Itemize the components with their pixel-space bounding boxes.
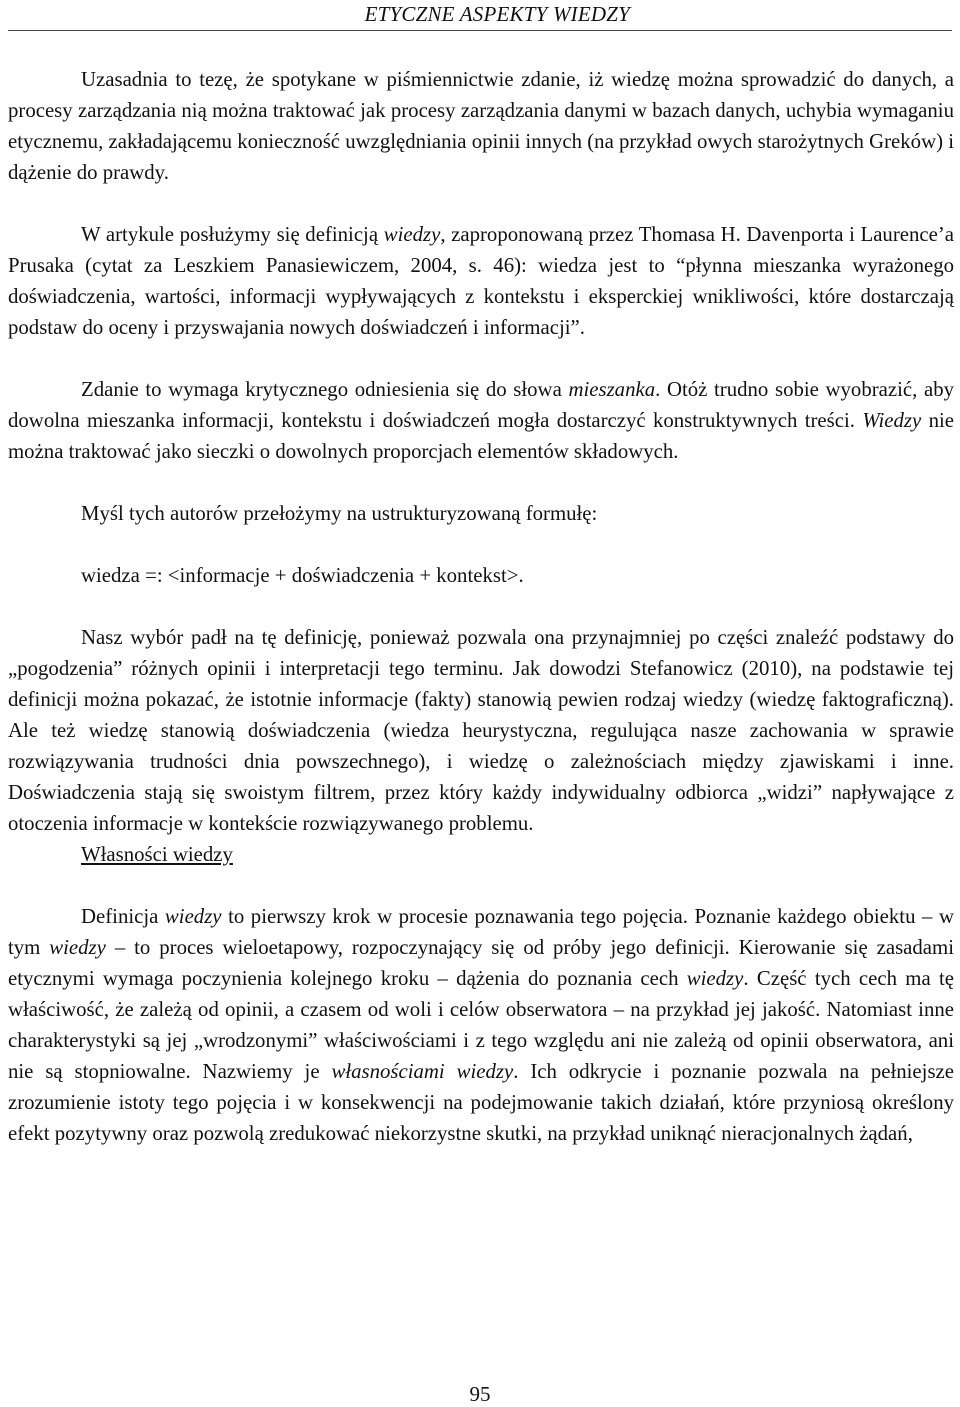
text-run: W artykule posłużymy się definicją — [81, 223, 384, 246]
text-run: to pierwszy krok w procesie poznawania tego pojęcia. Poznanie każdego obiektu – w tym — [8, 905, 954, 959]
section-heading — [8, 839, 954, 870]
page-body — [8, 64, 954, 1149]
paragraph-2 — [8, 219, 954, 343]
italic-term: Wiedzy — [862, 409, 922, 432]
italic-term: wiedzy — [164, 905, 222, 928]
paragraph-3 — [8, 374, 954, 467]
text-run: nie można traktować jako sieczki o dowolnych proporcjach elementów składowych. — [8, 409, 954, 463]
text-run: . Ich odkrycie i poznanie pozwala na pełniejsze zrozumienie istoty tego pojęcia i w konsekwencji na podejmowanie takich działań, które przyniosą określony efekt pozytywny oraz pozwolą zredukować niekorzystne skutki, na przykład uniknąć nieracjonalnych żądań, — [8, 1060, 954, 1145]
header-title: ETYCZNE ASPEKTY WIEDZY — [364, 2, 630, 26]
page-number: 95 — [469, 1382, 491, 1406]
text-run: Zdanie to wymaga krytycznego odniesienia się do słowa — [81, 378, 569, 401]
section-heading-text: Własności wiedzy — [81, 843, 233, 866]
text-run: – to proces wieloetapowy, rozpoczynający się od próby jego definicji. Kierowanie się zasadami etycznymi wymaga poczynienia kolejnego kroku – dążenia do poznania cech — [8, 936, 954, 990]
formula: wiedza =: <informacje + doświadczenia + kontekst>. — [81, 564, 524, 587]
text-run: . Otóż trudno sobie wyobrazić, aby dowolna mieszanka informacji, kontekstu i doświadczeń mogła dostarczyć konstruktywnych treści. — [8, 378, 954, 432]
paragraph-1: Uzasadnia to tezę, że spotykane w piśmiennictwie zdanie, iż wiedzę można sprowadzić do danych, a procesy zarządzania nią można traktować jak procesy zarządzania danymi w bazach danych, uchybia wymaganiu etycznemu, zakładającemu konieczność uwzględniania opinii innych (na przykład owych starożytnych Greków) i dążenie do prawdy. — [8, 68, 954, 184]
italic-term: wiedzy — [686, 967, 744, 990]
italic-term: wiedzy — [383, 223, 441, 246]
italic-term: mieszanka — [568, 378, 656, 401]
running-header — [8, 0, 952, 31]
paragraph-7 — [8, 901, 954, 1149]
text-run: . Część tych cech ma tę właściwość, że zależą od opinii, a czasem od woli i celów obserwatora – na przykład jej jakość. Natomiast inne charakterystyki są jej „wrodzonymi” właściwościami i z tego względu ani nie zależą od opinii obserwatora, ani nie są stopniowalne. Nazwiemy je — [8, 967, 954, 1083]
italic-term: wiedzy — [49, 936, 106, 959]
text-run: Definicja — [81, 905, 165, 928]
italic-term: własnościami wiedzy — [331, 1060, 514, 1083]
paragraph-4: Myśl tych autorów przełożymy na ustrukturyzowaną formułę: — [81, 502, 598, 525]
text-run: , zaproponowaną przez Thomasa H. Davenporta i Laurence’a Prusaka (cytat za Leszkiem Panasiewiczem, 2004, s. 46): wiedza jest to “płynna mieszanka wyrażonego doświadczenia, wartości, informacji wypływających z kontekstu i eksperckiej wnikliwości, które dostarczają podstaw do oceny i przyswajania nowych doświadczeń i informacji”. — [8, 223, 954, 339]
paragraph-6: Nasz wybór padł na tę definicję, ponieważ pozwala ona przynajmniej po części znaleźć podstawy do „pogodzenia” różnych opinii i interpretacji tego terminu. Jak dowodzi Stefanowicz (2010), na podstawie tej definicji można pokazać, że istotnie informacje (fakty) stanowią pewien rodzaj wiedzy (wiedzę faktograficzną). Ale też wiedzę stanowią doświadczenia (wiedza heurystyczna, regulująca nasze zachowania w sprawie rozwiązywania trudności dnia powszechnego), i wiedzę o zależnościach między zjawiskami i inne. Doświadczenia stają się swoistym filtrem, przez który każdy indywidualny odbiorca „widzi” napływające z otoczenia informacje w kontekście rozwiązywanego problemu. — [8, 626, 954, 835]
